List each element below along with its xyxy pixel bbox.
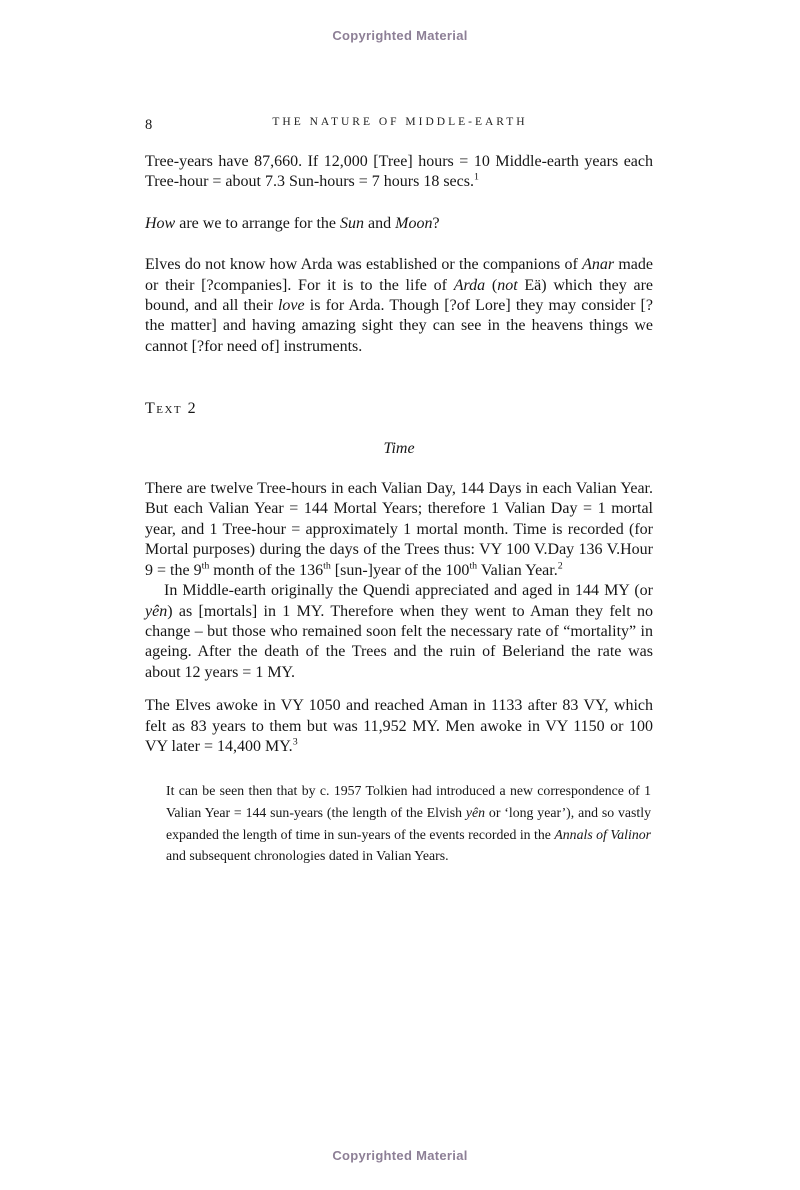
copyright-notice-bottom: Copyrighted Material [332, 1148, 468, 1163]
section-heading-text-2: Text 2 [145, 400, 198, 418]
paragraph-quendi-ageing: In Middle-earth originally the Quendi appreciated and aged in 144 MY (or yên) as [mortals] in 1 MY. Therefore when they went to Aman they felt no change – but those who remained soon felt the necessary rate of “mortality” in ageing. After the death of the Trees and the ruin of Beleriand the rate was about 12 years = 1 MY. [145, 582, 653, 681]
paragraph-tree-years: Tree-years have 87,660. If 12,000 [Tree] hours = 10 Middle-earth years each Tree-hour = about 7.3 Sun-hours = 7 hours 18 secs.$^1$ [145, 153, 653, 191]
paragraph-elves-arda: Elves do not know how Arda was established or the companions of Anar made or their [?companies]. For it is to the life of Arda (not Eä) which they are bound, and all their love is for Arda. Though [?of Lore] they may consider [?the matter] and having amazing sight they can see in the heavens things we cannot [?for need of] instruments. [145, 256, 654, 355]
paragraph-elves-awoke: The Elves awoke in VY 1050 and reached Aman in 1133 after 83 VY, which felt as 83 years to them but was 11,952 MY. Men awoke in VY 1150 or 100 VY later = 14,400 MY.$^3$ [145, 697, 653, 755]
editorial-note: It can be seen then that by c. 1957 Tolkien had introduced a new correspondence of 1 Valian Year = 144 sun-years (the length of the Elvish yên or ‘long year’), and so vastly expanded the length of time in sun-years of the events recorded in the Annals of Valinor and subsequent chronologies dated in Valian Years. [166, 783, 651, 864]
running-title: THE NATURE OF MIDDLE-EARTH [272, 116, 528, 128]
running-header [145, 116, 655, 134]
paragraph-sun-moon-question: How are we to arrange for the Sun and Moon? [145, 214, 440, 232]
copyright-notice-top: Copyrighted Material [332, 28, 468, 43]
paragraph-valian-time: There are twelve Tree-hours in each Valian Day, 144 Days in each Valian Year. But each Valian Year = 144 Mortal Years; therefore 1 Valian Day = 1 mortal year, and 1 Tree-hour = approximately 1 mortal month. Time is recorded (for Mortal purposes) during the days of the Trees thus: VY 100 V.Day 136 V.Hour 9 = the 9th month of the 136th [sun-]year of the 100th Valian Year.$^2$ [145, 480, 653, 579]
subheading-time: Time [383, 439, 415, 457]
page-body [145, 152, 653, 867]
page-number: 8 [145, 117, 153, 133]
